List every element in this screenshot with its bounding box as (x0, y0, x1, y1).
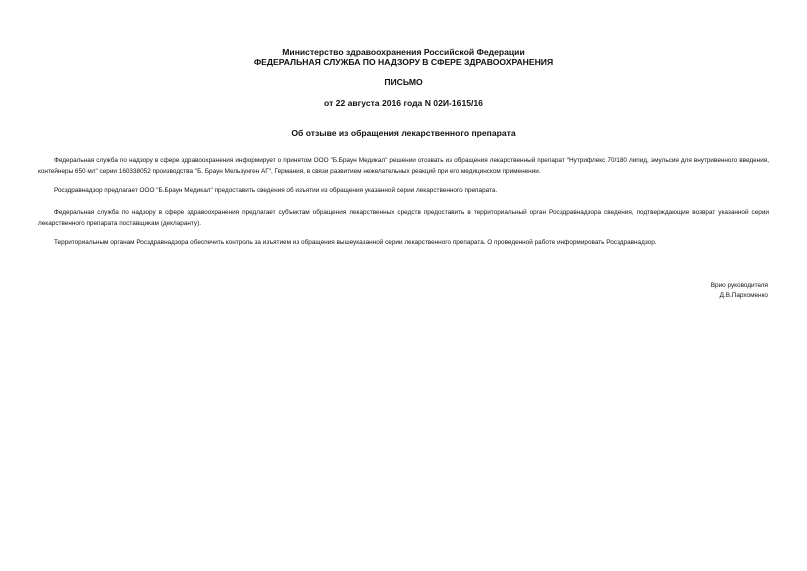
document-date-number: от 22 августа 2016 года N 02И-1615/16 (324, 98, 483, 108)
ministry-heading: Министерство здравоохранения Российской Федерации (282, 47, 525, 57)
document-type: ПИСЬМО (384, 77, 423, 87)
signature-name: Д.В.Пархоменко (719, 292, 768, 299)
paragraph-return-confirmation: Федеральная служба по надзору в сфере здравоохранения предлагает субъектам обращения лекарственных средств предоставить в территориальный орган Росздравнадзора сведения, подтверждающие возврат указанной серии лекарственного препарата поставщикам (декларанту). (38, 209, 769, 227)
paragraph-territorial-control: Территориальным органам Росздравнадзора обеспечить контроль за изъятием из обращения вышеуказанной серии лекарственного препарата. О проведенной работе информировать Росздравнадзор. (54, 239, 657, 246)
service-heading: ФЕДЕРАЛЬНАЯ СЛУЖБА ПО НАДЗОРУ В СФЕРЕ ЗДРАВООХРАНЕНИЯ (253, 57, 554, 67)
paragraph-recall-notice: Федеральная служба по надзору в сфере здравоохранения информирует о принятом ООО "Б.Браун Медикал" решении отозвать из обращения лекарственный препарат "Нутрифлекс 70/180 липид, эмульсия для внутривенного введения, контейнеры 650 мл" серии 160338052 производства "Б. Браун Мельзунген АГ", Германия, в связи развитием нежелательных реакций при его медицинском применении. (38, 157, 769, 175)
signature-position: Врио руководителя (710, 282, 768, 289)
paragraph-request-info: Росздравнадзор предлагает ООО "Б.Браун Медикал" предоставить сведения об изъятии из обращения указанной серии лекарственного препарата. (54, 187, 498, 194)
document-subject: Об отзыве из обращения лекарственного препарата (291, 128, 516, 138)
